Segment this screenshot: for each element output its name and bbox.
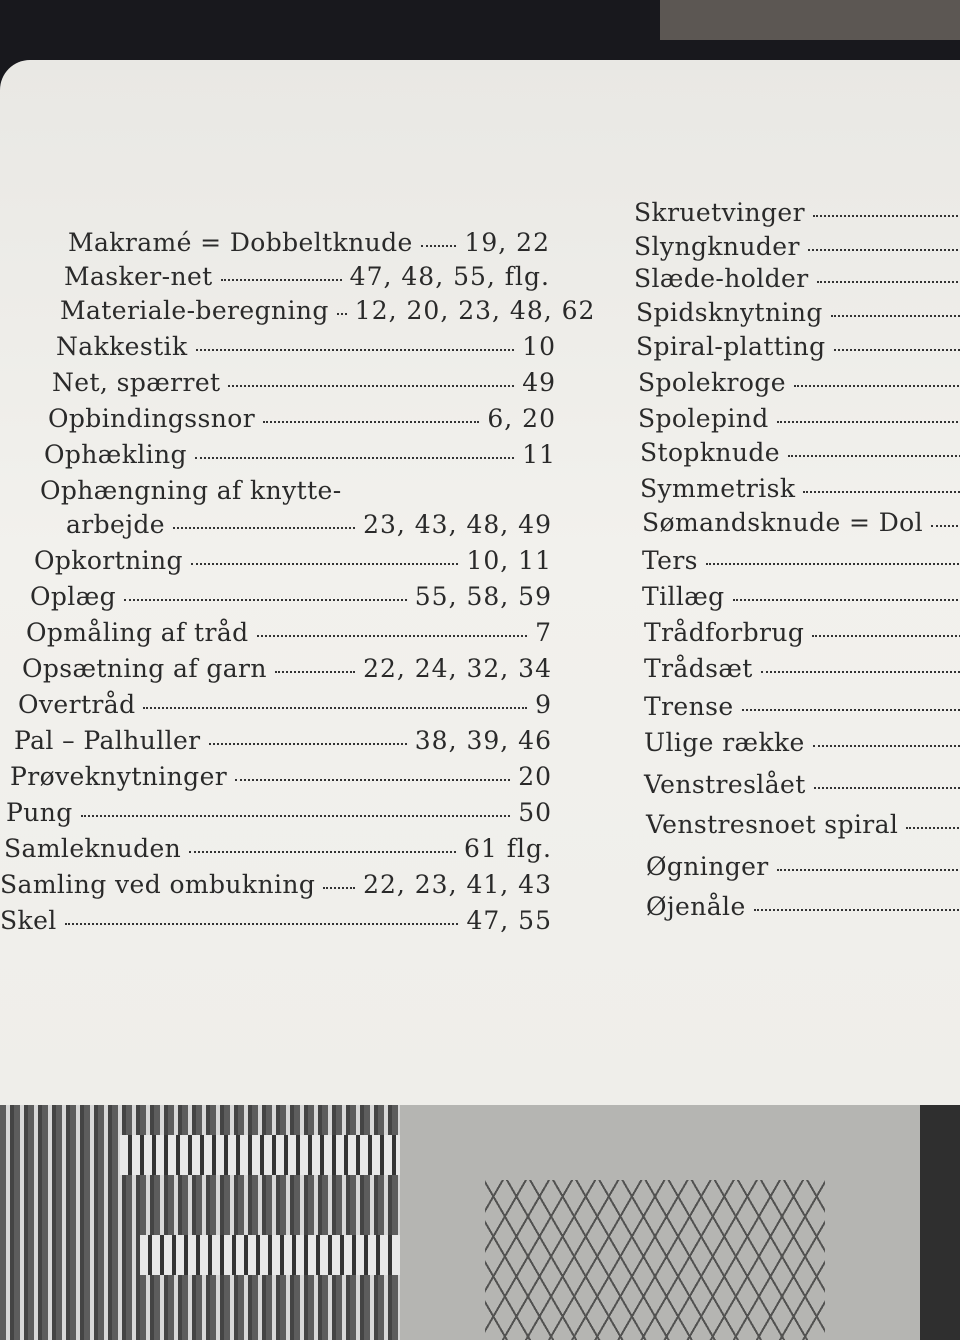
dot-leader: [191, 563, 459, 565]
dot-leader: [788, 455, 960, 457]
index-entry: [642, 508, 960, 537]
index-term: Net, spærret: [52, 368, 221, 397]
index-term: Opbindingssnor: [48, 404, 256, 433]
book-page: [0, 60, 960, 1290]
index-term: Opmåling af tråd: [26, 618, 249, 647]
index-entry: [14, 726, 552, 755]
index-entry: [638, 404, 960, 433]
index-entry: [644, 728, 960, 757]
page-numbers: 55, 58, 59: [414, 582, 552, 611]
dot-leader: [831, 315, 960, 317]
net-pattern: [485, 1180, 825, 1340]
dot-leader: [777, 869, 960, 871]
dot-leader: [235, 779, 510, 781]
index-term: Opsætning af garn: [22, 654, 267, 683]
dot-leader: [421, 245, 457, 247]
index-entry: [68, 228, 550, 257]
index-entry: [64, 262, 550, 291]
dark-photo-edge: [920, 1105, 960, 1340]
index-term: Pung: [6, 798, 73, 827]
index-term: Sømandsknude = Dol: [642, 508, 924, 537]
page-numbers: 6, 20: [487, 404, 556, 433]
index-entry: [646, 892, 960, 921]
index-term: Øjenåle: [646, 892, 746, 921]
page-numbers: 19, 22: [464, 228, 550, 257]
index-entry: [66, 510, 552, 539]
index-term: Skel: [0, 906, 57, 935]
index-term: Prøveknytninger: [10, 762, 228, 791]
page-numbers: 12, 20, 23, 48, 62: [354, 296, 596, 325]
dot-leader: [337, 313, 347, 315]
index-entry: [640, 474, 960, 503]
page-numbers: 47, 55: [466, 906, 552, 935]
dot-leader: [931, 525, 960, 527]
page-numbers: 49: [522, 368, 556, 397]
dot-leader: [794, 385, 960, 387]
index-term: Materiale-beregning: [60, 296, 329, 325]
index-term: arbejde: [66, 510, 166, 539]
page-numbers: 22, 24, 32, 34: [363, 654, 552, 683]
page-numbers: 22, 23, 41, 43: [363, 870, 552, 899]
index-term: Symmetrisk: [640, 474, 796, 503]
index-term: Oplæg: [30, 582, 116, 611]
index-term: Pal – Palhuller: [14, 726, 201, 755]
index-entry: [52, 368, 556, 397]
index-term: Ophængning af knytte-: [40, 476, 342, 505]
index-term: Spidsknytning: [636, 298, 823, 327]
dot-leader: [817, 281, 960, 283]
page-numbers: 47, 48, 55, flg.: [349, 262, 550, 291]
page-numbers: 50: [518, 798, 552, 827]
dot-leader: [742, 709, 960, 711]
index-entry: [636, 332, 960, 361]
index-entry: [638, 368, 960, 397]
dot-leader: [834, 349, 960, 351]
index-term: Trense: [644, 692, 734, 721]
dot-leader: [257, 635, 528, 637]
dot-leader: [812, 635, 960, 637]
index-term: Venstresnoet spiral: [646, 810, 899, 839]
dot-leader: [275, 671, 355, 673]
index-entry: [634, 198, 960, 227]
index-term: Overtråd: [18, 690, 136, 719]
index-term: Spolepind: [638, 404, 769, 433]
dot-leader: [754, 909, 960, 911]
page-numbers: 7: [535, 618, 552, 647]
page-numbers: 11: [522, 440, 556, 469]
page-numbers: 61 flg.: [464, 834, 552, 863]
index-term: Ters: [642, 546, 698, 575]
index-entry: [4, 834, 552, 863]
index-entry: [646, 810, 960, 839]
dot-leader: [81, 815, 511, 817]
index-term: Makramé = Dobbeltknude: [68, 228, 413, 257]
dot-leader: [124, 599, 407, 601]
dot-leader: [263, 421, 479, 423]
dot-leader: [814, 787, 960, 789]
dot-leader: [733, 599, 960, 601]
index-entry: [644, 770, 960, 799]
index-entry: [646, 852, 960, 881]
index-entry: [44, 440, 556, 469]
dot-leader: [803, 491, 960, 493]
dot-leader: [189, 851, 456, 853]
index-term: Skruetvinger: [634, 198, 805, 227]
index-entry: [644, 654, 960, 683]
index-entry: [644, 692, 960, 721]
index-entry: [48, 404, 556, 433]
page-numbers: 10, 11: [466, 546, 552, 575]
page-numbers: 20: [518, 762, 552, 791]
dot-leader: [228, 385, 514, 387]
dot-leader: [209, 743, 407, 745]
page-numbers: 9: [535, 690, 552, 719]
dot-leader: [173, 527, 355, 529]
index-entry: [18, 690, 552, 719]
index-term: Ophækling: [44, 440, 187, 469]
index-entry: [644, 618, 960, 647]
index-entry: [26, 618, 552, 647]
dot-leader: [65, 923, 459, 925]
index-entry: [40, 476, 552, 505]
dot-leader: [196, 349, 515, 351]
index-entry: [30, 582, 552, 611]
illustration-strip: [0, 1105, 960, 1340]
dot-leader: [813, 215, 960, 217]
index-term: Samleknuden: [4, 834, 182, 863]
dot-leader: [906, 827, 960, 829]
page-numbers: 10: [522, 332, 556, 361]
dot-leader: [813, 745, 960, 747]
woven-fabric-photo: [0, 1105, 400, 1340]
index-term: Stopknude: [640, 438, 780, 467]
dot-leader: [808, 249, 960, 251]
index-entry: [0, 870, 552, 899]
index-term: Slæde-holder: [634, 264, 809, 293]
index-entry: [642, 546, 960, 575]
dot-leader: [777, 421, 960, 423]
index-term: Øgninger: [646, 852, 769, 881]
dot-leader: [195, 457, 514, 459]
index-entry: [642, 582, 960, 611]
index-term: Trådsæt: [644, 654, 753, 683]
page-numbers: 38, 39, 46: [414, 726, 552, 755]
index-entry: [10, 762, 552, 791]
dot-leader: [143, 707, 527, 709]
index-term: Slyngknuder: [634, 232, 800, 261]
page-numbers: 23, 43, 48, 49: [363, 510, 552, 539]
index-entry: [34, 546, 552, 575]
dot-leader: [323, 887, 355, 889]
dot-leader: [221, 279, 342, 281]
index-term: Trådforbrug: [644, 618, 805, 647]
index-term: Masker-net: [64, 262, 213, 291]
index-term: Opkortning: [34, 546, 183, 575]
fabric-band: [120, 1135, 400, 1175]
index-term: Samling ved ombukning: [0, 870, 316, 899]
index-entry: [6, 798, 552, 827]
index-entry: [60, 296, 596, 325]
index-term: Spiral-platting: [636, 332, 826, 361]
index-entry: [56, 332, 556, 361]
index-entry: [640, 438, 960, 467]
index-term: Ulige række: [644, 728, 805, 757]
dot-leader: [706, 563, 960, 565]
background-cloth: [660, 0, 960, 40]
fabric-band: [140, 1235, 400, 1275]
index-term: Tillæg: [642, 582, 725, 611]
index-entry: [634, 264, 960, 293]
index-entry: [0, 906, 552, 935]
index-entry: [634, 232, 960, 261]
index-term: Nakkestik: [56, 332, 188, 361]
index-term: Venstreslået: [644, 770, 806, 799]
dot-leader: [761, 671, 960, 673]
index-term: Spolekroge: [638, 368, 786, 397]
index-entry: [22, 654, 552, 683]
knotted-net-photo: [400, 1105, 920, 1340]
index-entry: [636, 298, 960, 327]
